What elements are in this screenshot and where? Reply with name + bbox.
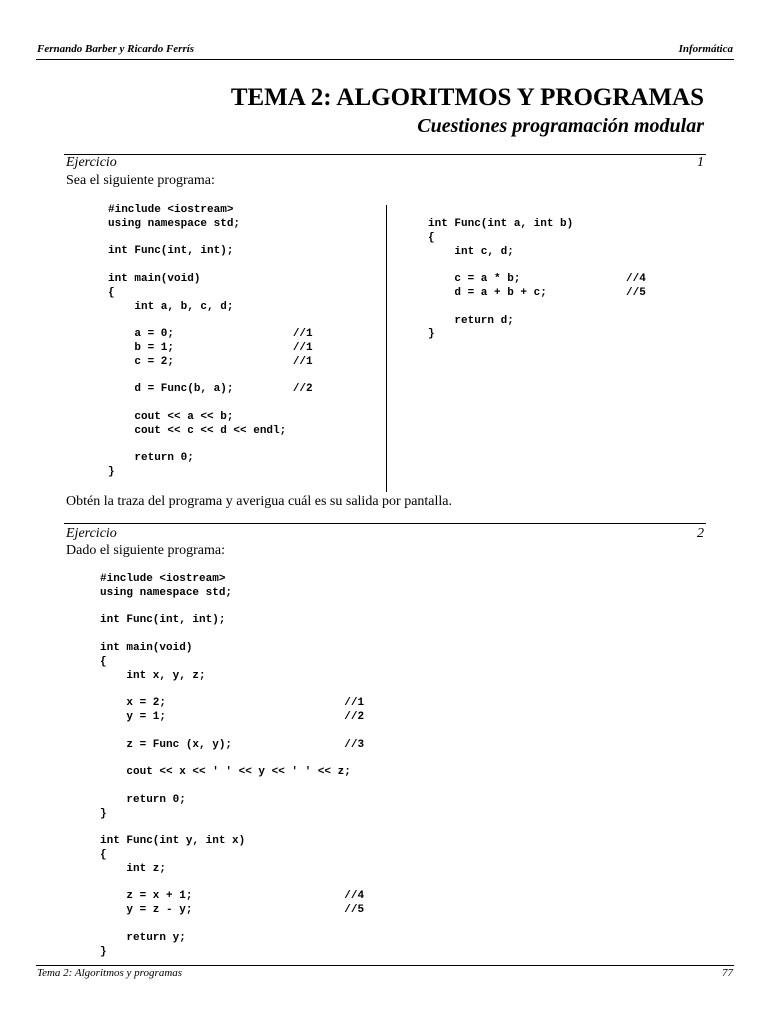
- exercise-1-rule: [64, 154, 706, 155]
- page-title: TEMA 2: ALGORITMOS Y PROGRAMAS: [230, 84, 704, 111]
- exercise-1-label: Ejercicio: [66, 155, 117, 170]
- exercise-1-question: Obtén la traza del programa y averigua cuál es su salida por pantalla.: [66, 494, 453, 509]
- exercise-1-intro: Sea el siguiente programa:: [66, 173, 215, 188]
- exercise-2-rule: [64, 523, 706, 524]
- header-authors: Fernando Barber y Ricardo Ferrís: [37, 43, 195, 55]
- footer-chapter: Tema 2: Algoritmos y programas: [37, 967, 183, 979]
- code-column-divider: [386, 205, 387, 492]
- exercise-2-number: 2: [697, 526, 704, 541]
- header-rule: [36, 59, 734, 60]
- exercise-1-number: 1: [697, 155, 704, 170]
- exercise-2-label: Ejercicio: [66, 526, 117, 541]
- exercise-2-intro: Dado el siguiente programa:: [66, 543, 226, 558]
- exercise-1-code-main: #include <iostream> using namespace std; int Func(int, int); int main(void) { int a, b, c, d; a = 0; //1 b = 1; //1 c = 2; //1 d = Func(b, a); //2 cout << a << b; cout << c << d << endl; return 0; }: [108, 204, 313, 479]
- exercise-2-code: #include <iostream> using namespace std; int Func(int, int); int main(void) { int x, y, z; x = 2; //1 y = 1; //2 z = Func (x, y); //3 cout << x << ' ' << y << ' ' << z; return 0; } int Func(int y, int x) { int z; z = x + 1; //4 y = z - y; //5 return y; }: [100, 573, 365, 958]
- header-subject: Informática: [678, 43, 733, 55]
- page-subtitle: Cuestiones programación modular: [417, 115, 704, 137]
- footer-page-number: 77: [722, 967, 733, 979]
- footer-rule: [36, 965, 734, 966]
- exercise-1-code-func: int Func(int a, int b) { int c, d; c = a * b; //4 d = a + b + c; //5 return d; }: [428, 218, 646, 341]
